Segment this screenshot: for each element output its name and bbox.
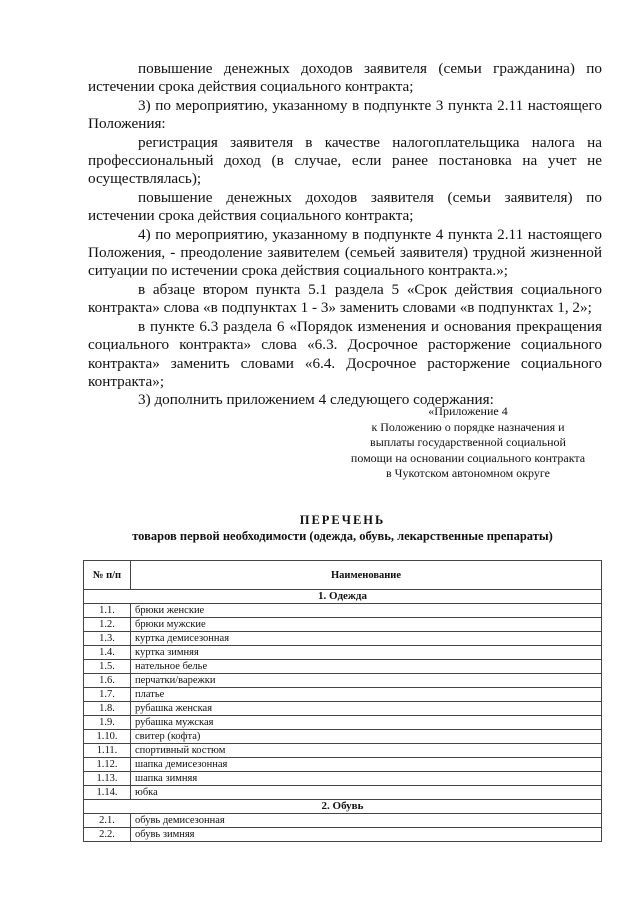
row-number: 1.5. <box>84 660 131 674</box>
table-row <box>84 660 602 674</box>
row-number: 1.11. <box>84 744 131 758</box>
appendix-line: помощи на основании социального контракта <box>350 450 586 465</box>
paragraph: повышение денежных доходов заявителя (семьи заявителя) по истечении срока действия социального контракта; <box>88 188 602 225</box>
body-text <box>88 60 602 410</box>
table-row <box>84 604 602 618</box>
table-header-row <box>84 561 602 590</box>
row-number: 1.2. <box>84 618 131 632</box>
row-name: рубашка женская <box>131 702 602 716</box>
table-row <box>84 632 602 646</box>
paragraph: в пункте 6.3 раздела 6 «Порядок изменения и основания прекращения социального контракта» слова «6.3. Досрочное расторжение социального контракта» заменить словами «6.4. Досрочное расторжение социального контракта»; <box>88 317 602 390</box>
appendix-line: в Чукотском автономном округе <box>386 466 550 480</box>
row-name: брюки мужские <box>131 618 602 632</box>
section-row <box>84 800 602 814</box>
section-title: 1. Одежда <box>84 590 602 604</box>
table-row <box>84 674 602 688</box>
paragraph: 3) по мероприятию, указанному в подпункте 3 пункта 2.11 настоящего Положения: <box>88 96 602 133</box>
row-name: обувь демисезонная <box>131 814 602 828</box>
table-row <box>84 772 602 786</box>
section-title: 2. Обувь <box>84 800 602 814</box>
row-number: 1.13. <box>84 772 131 786</box>
row-number: 1.1. <box>84 604 131 618</box>
list-title <box>83 512 602 544</box>
paragraph: регистрация заявителя в качестве налогоплательщика налога на профессиональный доход (в случае, если ранее постановка на учет не осуществлялась); <box>88 133 602 188</box>
row-number: 2.1. <box>84 814 131 828</box>
header-name: Наименование <box>131 561 602 590</box>
table-row <box>84 702 602 716</box>
table-row <box>84 618 602 632</box>
table-row <box>84 716 602 730</box>
title-sub: товаров первой необходимости (одежда, обувь, лекарственные препараты) <box>132 529 553 543</box>
row-number: 1.10. <box>84 730 131 744</box>
row-number: 1.3. <box>84 632 131 646</box>
row-number: 1.6. <box>84 674 131 688</box>
row-name: юбка <box>131 786 602 800</box>
goods-table <box>83 560 602 842</box>
row-name: свитер (кофта) <box>131 730 602 744</box>
row-number: 1.14. <box>84 786 131 800</box>
row-name: шапка демисезонная <box>131 758 602 772</box>
table-row <box>84 646 602 660</box>
table-row <box>84 828 602 842</box>
row-number: 1.8. <box>84 702 131 716</box>
row-name: спортивный костюм <box>131 744 602 758</box>
table-row <box>84 730 602 744</box>
row-name: брюки женские <box>131 604 602 618</box>
row-name: куртка зимняя <box>131 646 602 660</box>
row-number: 1.9. <box>84 716 131 730</box>
paragraph: 3) дополнить приложением 4 следующего содержания: <box>138 391 494 409</box>
row-name: обувь зимняя <box>131 828 602 842</box>
appendix-line: «Приложение 4 <box>428 404 508 418</box>
appendix-line: к Положению о порядке назначения и <box>371 419 565 434</box>
paragraph: повышение денежных доходов заявителя (семьи гражданина) по истечении срока действия социального контракта; <box>88 60 602 96</box>
table-row <box>84 814 602 828</box>
table-row <box>84 786 602 800</box>
paragraph: 4) по мероприятию, указанному в подпункте 4 пункта 2.11 настоящего Положения, - преодоление заявителем (семьей заявителя) трудной жизненной ситуации по истечении срока действия социального контракта.»; <box>88 225 602 280</box>
table-row <box>84 688 602 702</box>
row-name: рубашка мужская <box>131 716 602 730</box>
row-name: шапка зимняя <box>131 772 602 786</box>
row-name: нательное белье <box>131 660 602 674</box>
paragraph: в абзаце втором пункта 5.1 раздела 5 «Срок действия социального контракта» слова «в подпунктах 1 - 3» заменить словами «в подпунктах 1, 2»; <box>88 280 602 317</box>
row-number: 1.7. <box>84 688 131 702</box>
row-name: перчатки/варежки <box>131 674 602 688</box>
title-main: ПЕРЕЧЕНЬ <box>299 513 386 527</box>
row-number: 1.12. <box>84 758 131 772</box>
header-num: № п/п <box>84 561 131 590</box>
table-row <box>84 744 602 758</box>
table-row <box>84 758 602 772</box>
row-number: 2.2. <box>84 828 131 842</box>
appendix-header <box>334 404 602 482</box>
row-number: 1.4. <box>84 646 131 660</box>
row-name: платье <box>131 688 602 702</box>
appendix-line: выплаты государственной социальной <box>370 435 566 449</box>
row-name: куртка демисезонная <box>131 632 602 646</box>
section-row <box>84 590 602 604</box>
